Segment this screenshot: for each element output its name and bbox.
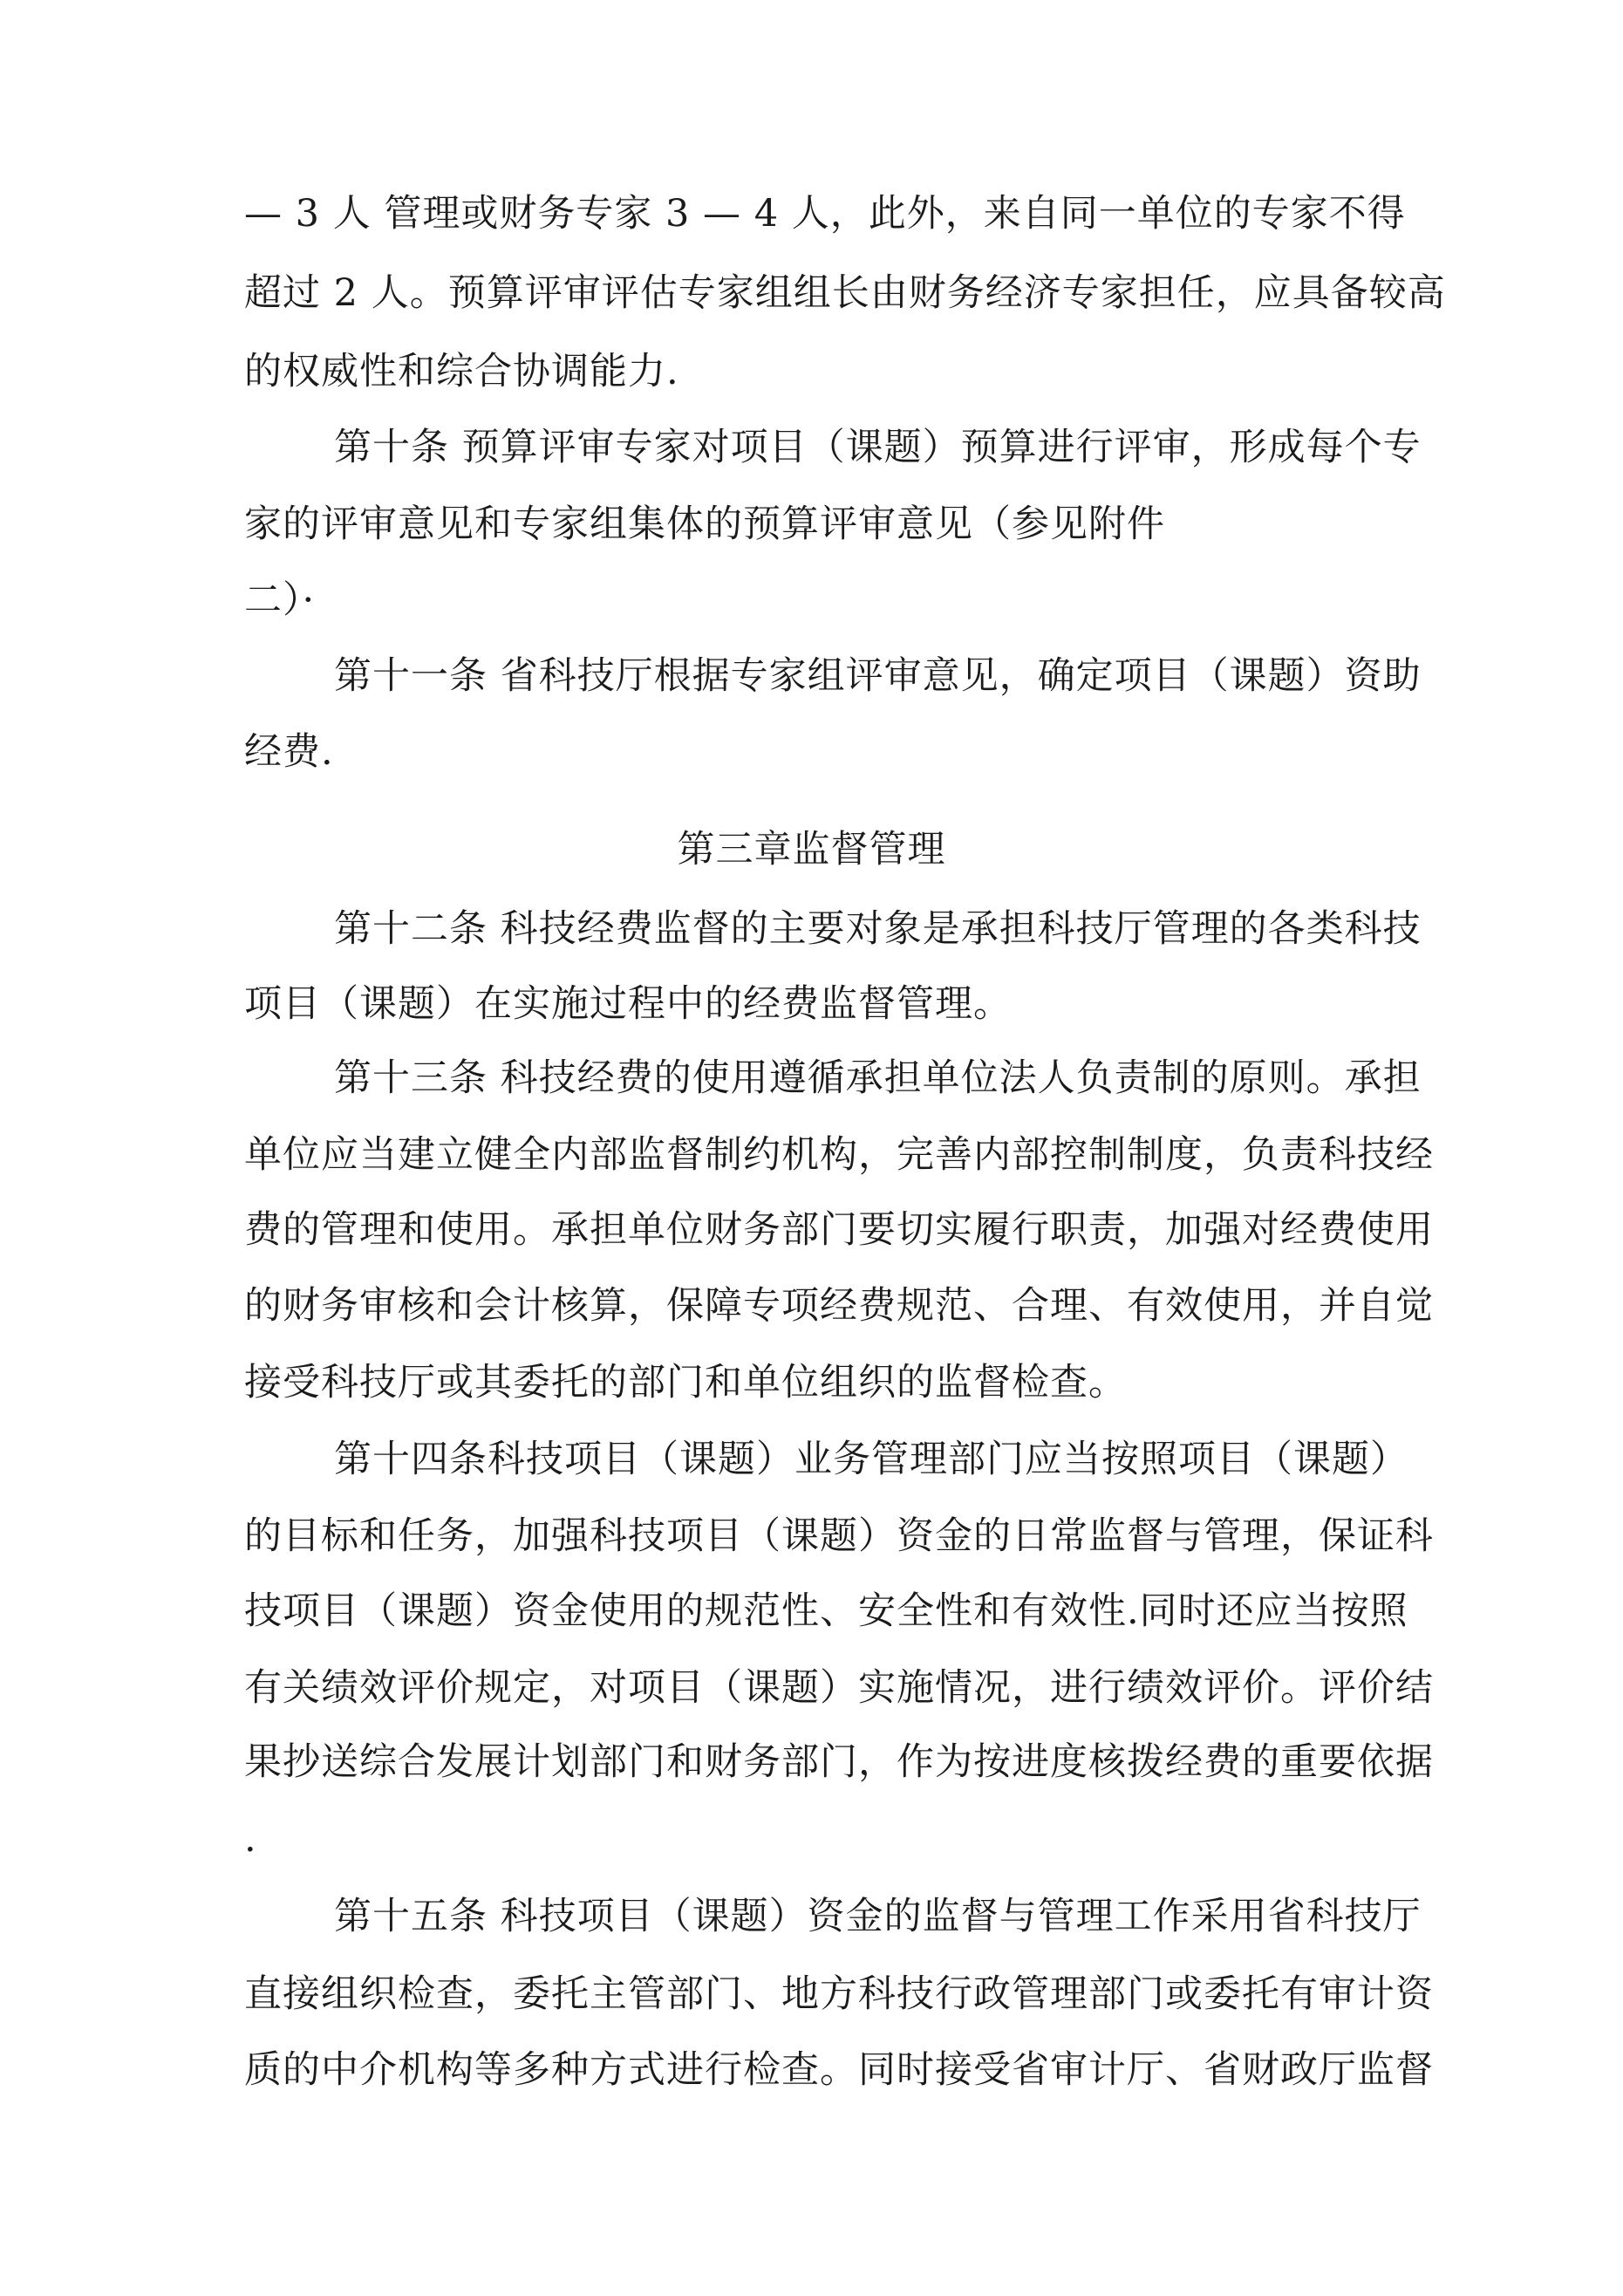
text-line: 家的评审意见和专家组集体的预算评审意见（参见附件 — [244, 502, 1165, 546]
text-line: — 3 人 管理或财务专家 3 — 4 人，此外，来自同一单位的专家不得 — [244, 192, 1406, 236]
text-line: 的权威性和综合协调能力. — [244, 350, 679, 393]
text-line: 接受科技厅或其委托的部门和单位组织的监督检查。 — [244, 1361, 1127, 1404]
text-line: 的财务审核和会计核算，保障专项经费规范、合理、有效使用，并自觉 — [244, 1284, 1434, 1328]
article-15-start: 第十五条 科技项目（课题）资金的监督与管理工作采用省科技厅 — [334, 1895, 1422, 1938]
text-line: 有关绩效评价规定，对项目（课题）实施情况，进行绩效评价。评价结 — [244, 1666, 1434, 1710]
text-line: 质的中介机构等多种方式进行检查。同时接受省审计厅、省财政厅监督 — [244, 2048, 1434, 2092]
article-14-start: 第十四条科技项目（课题）业务管理部门应当按照项目（课题） — [334, 1438, 1408, 1481]
text-line: 项目（课题）在实施过程中的经费监督管理。 — [244, 982, 1012, 1026]
text-line: 单位应当建立健全内部监督制约机构，完善内部控制制度，负责科技经 — [244, 1133, 1434, 1177]
text-line: 果抄送综合发展计划部门和财务部门，作为按进度核拨经费的重要依据 — [244, 1740, 1434, 1784]
text-line: 二）· — [244, 578, 316, 622]
text-line: 的目标和任务，加强科技项目（课题）资金的日常监督与管理，保证科 — [244, 1514, 1434, 1558]
text-line: 超过 2 人。预算评审评估专家组组长由财务经济专家担任，应具备较高 — [244, 271, 1446, 315]
article-13-start: 第十三条 科技经费的使用遵循承担单位法人负责制的原则。承担 — [334, 1056, 1422, 1100]
text-line: 直接组织检查，委托主管部门、地方科技行政管理部门或委托有审计资 — [244, 1972, 1434, 2016]
article-11-start: 第十一条 省科技厅根据专家组评审意见，确定项目（课题）资助 — [334, 654, 1422, 698]
text-line: . — [244, 1817, 257, 1861]
text-line: 费的管理和使用。承担单位财务部门要切实履行职责，加强对经费使用 — [244, 1208, 1434, 1252]
chapter-heading: 第三章监督管理 — [677, 828, 946, 871]
article-10-start: 第十条 预算评审专家对项目（课题）预算进行评审，形成每个专 — [334, 426, 1422, 469]
article-12-start: 第十二条 科技经费监督的主要对象是承担科技厅管理的各类科技 — [334, 907, 1422, 951]
text-line: 经费. — [244, 730, 334, 774]
text-line: 技项目（课题）资金使用的规范性、安全性和有效性.同时还应当按照 — [244, 1589, 1408, 1633]
